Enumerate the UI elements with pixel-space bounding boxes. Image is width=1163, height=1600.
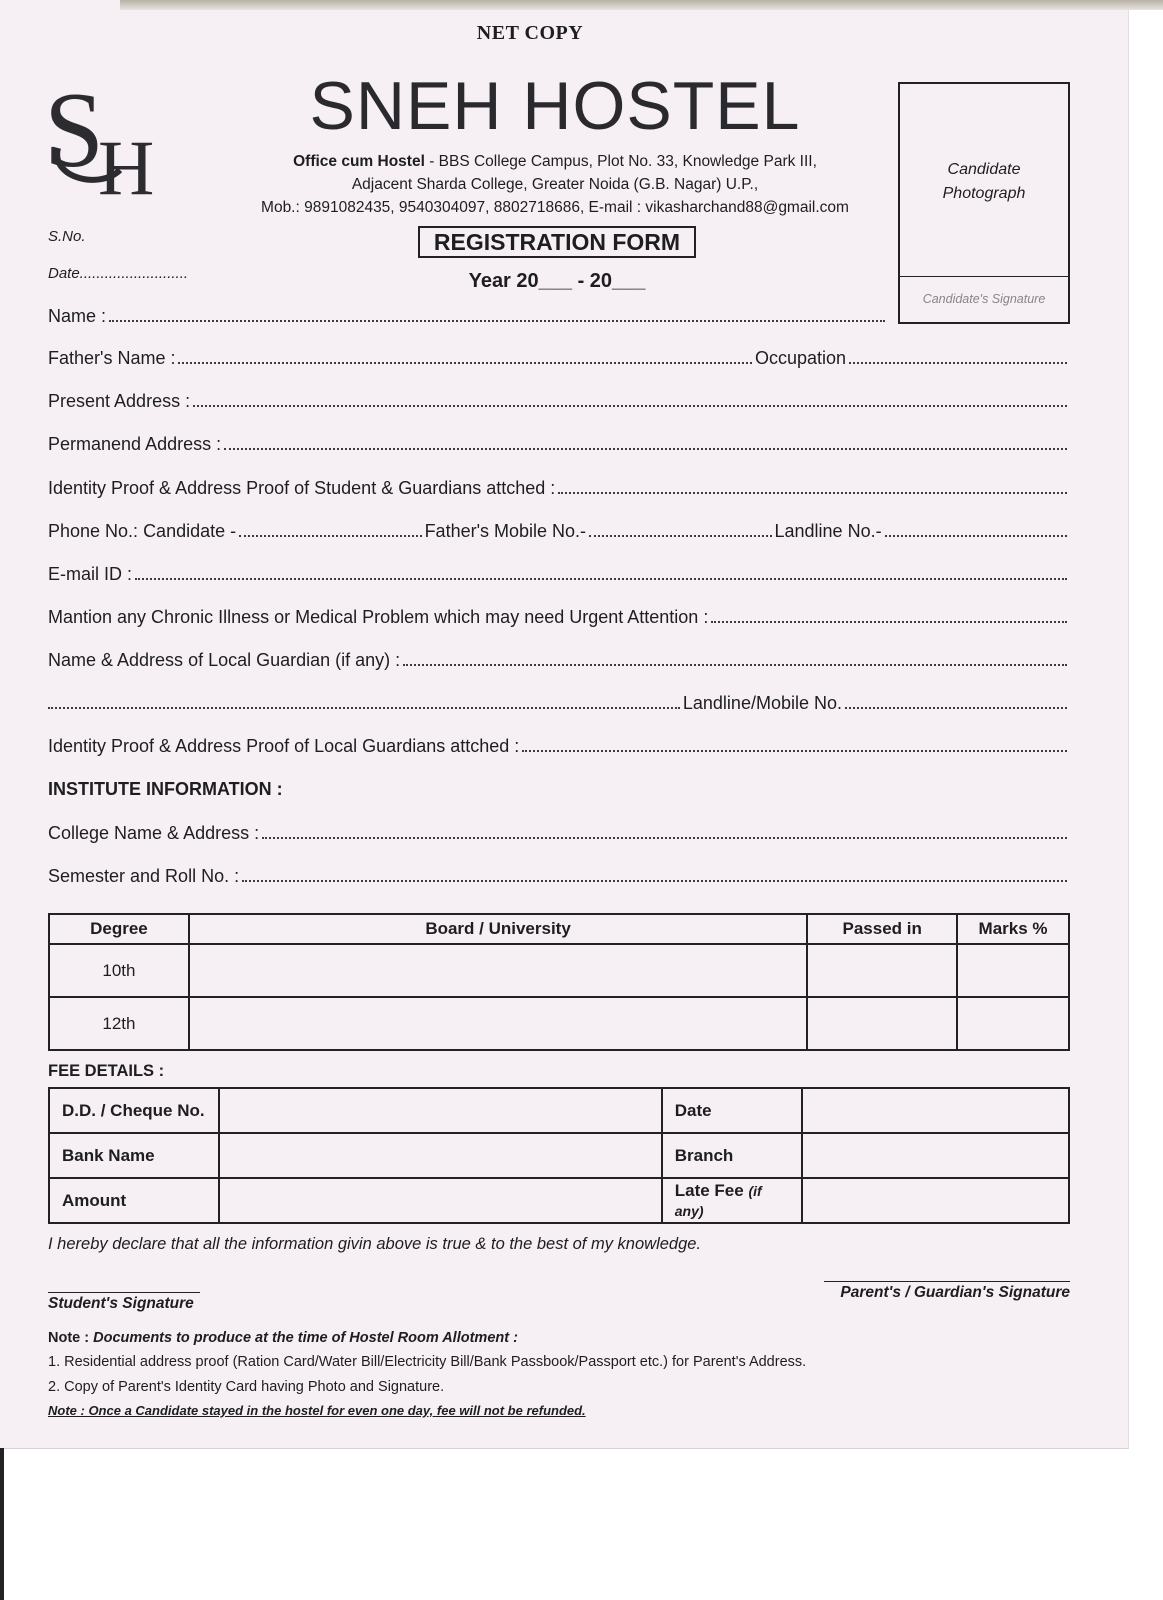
email-label: E-mail ID : [48,564,133,584]
table-row [49,944,1069,997]
father-name-label: Father's Name : [48,348,176,368]
photo-label [900,158,1068,206]
fee-date-label: Date [662,1088,802,1133]
marks-cell[interactable] [957,944,1069,997]
photo-box[interactable] [898,82,1070,324]
fee-table [48,1087,1070,1224]
table-row [49,1088,1069,1133]
candidate-signature-label: Candidate's Signature [922,292,1046,306]
notes-heading [48,1330,518,1346]
present-address-label: Present Address : [48,391,191,411]
passed-in-cell[interactable] [807,997,957,1050]
note-item-2: 2. Copy of Parent's Identity Card having Photo and Signature. [48,1379,445,1395]
hostel-logo [40,78,180,208]
present-address-field[interactable] [48,388,1070,412]
guardian-landline-field[interactable] [48,690,1070,714]
table-row [49,997,1069,1050]
dd-cheque-label: D.D. / Cheque No. [49,1088,219,1133]
local-guardian-label: Name & Address of Local Guardian (if any) : [48,650,401,670]
college-field[interactable] [48,820,1070,844]
amount-label: Amount [49,1178,219,1223]
father-name-line[interactable] [178,362,751,364]
notes-heading-text: Documents to produce at the time of Hostel Room Allotment : [93,1330,518,1346]
permanent-address-label: Permanend Address : [48,434,222,454]
medical-field[interactable] [48,604,1070,628]
guardian-landline-line[interactable] [845,707,1067,709]
svg-text:H: H [98,124,155,208]
institute-heading [48,776,1070,800]
marks-cell[interactable] [957,997,1069,1050]
address-line-2: Adjacent Sharda College, Greater Noida (G.B. Nagar) U.P., [351,176,759,193]
net-copy-label: NET COPY [476,22,584,44]
permanent-address-field[interactable] [48,431,1070,455]
svg-text:S: S [44,78,105,190]
guardian-landline-label: Landline/Mobile No. [682,693,842,713]
medical-line[interactable] [711,621,1067,623]
degree-cell: 12th [49,997,189,1050]
degree-cell: 10th [49,944,189,997]
notes-heading-prefix: Note : [48,1330,94,1346]
sh-monogram-icon [40,78,180,208]
contact-line: Mob.: 9891082435, 9540304097, 8802718686, E-mail : vikasharchand88@gmail.com [261,199,849,216]
college-line[interactable] [262,837,1067,839]
table-row [49,1133,1069,1178]
semester-field[interactable] [48,863,1070,887]
local-guardian-proof-label: Identity Proof & Address Proof of Local Guardians attched : [48,736,520,756]
dd-cheque-cell[interactable] [219,1088,662,1133]
student-signature-line[interactable] [48,1292,200,1293]
guardian-address-line[interactable] [48,707,680,709]
photo-divider [900,276,1068,277]
student-signature-label: Student's Signature [48,1295,194,1312]
local-guardian-field[interactable] [48,647,1070,671]
address-line-1: - BBS College Campus, Plot No. 33, Knowledge Park III, [424,153,817,170]
institute-heading-label: INSTITUTE INFORMATION : [48,779,283,799]
father-mobile-label: Father's Mobile No.- [424,521,587,541]
passed-in-header: Passed in [807,914,957,944]
education-header-row [49,914,1069,944]
hostel-address [200,150,910,219]
board-header: Board / University [189,914,807,944]
identity-proof-label: Identity Proof & Address Proof of Student & Guardians attched : [48,478,556,498]
semester-line[interactable] [242,880,1067,882]
note-item-1: 1. Residential address proof (Ration Card/Water Bill/Electricity Bill/Bank Passbook/Passport etc.) for Parent's Address. [48,1354,807,1370]
email-line[interactable] [135,578,1067,580]
marks-header: Marks % [957,914,1069,944]
occupation-label: Occupation [754,348,846,368]
passed-in-cell[interactable] [807,944,957,997]
father-name-field[interactable] [48,345,1070,369]
education-table [48,913,1070,1051]
local-guardian-proof-field[interactable] [48,733,1070,757]
phone-field[interactable] [48,518,1070,542]
refund-note: Note : Once a Candidate stayed in the hostel for even one day, fee will not be refunded. [48,1403,586,1418]
bank-name-label: Bank Name [49,1133,219,1178]
serial-number-label: S.No. [48,228,86,245]
photo-label-line-2: Photograph [942,185,1026,202]
late-fee-note: (if any) [674,1182,762,1219]
phone-candidate-label: Phone No.: Candidate - [48,521,237,541]
branch-cell[interactable] [802,1133,1069,1178]
local-guardian-proof-line[interactable] [522,750,1067,752]
board-cell[interactable] [189,944,807,997]
name-line[interactable] [109,320,885,322]
form-title: REGISTRATION FORM [418,226,696,258]
late-fee-label [662,1178,802,1223]
name-label: Name : [48,306,107,326]
board-cell[interactable] [189,997,807,1050]
photo-label-line-1: Candidate [947,161,1021,178]
present-address-line[interactable] [193,405,1067,407]
email-field[interactable] [48,561,1070,585]
identity-proof-field[interactable] [48,475,1070,499]
occupation-line[interactable] [849,362,1067,364]
fee-date-cell[interactable] [802,1088,1069,1133]
medical-label: Mantion any Chronic Illness or Medical Problem which may need Urgent Attention : [48,607,709,627]
branch-label: Branch [662,1133,802,1178]
hostel-title: SNEH HOSTEL [309,68,801,144]
permanent-address-line[interactable] [224,448,1067,450]
scan-edge [0,1448,4,1600]
phone-candidate-line[interactable] [239,535,421,537]
local-guardian-line[interactable] [403,664,1067,666]
degree-header: Degree [49,914,189,944]
semester-label: Semester and Roll No. : [48,866,240,886]
table-row [49,1178,1069,1223]
year-field[interactable]: Year 20___ - 20___ [468,270,646,292]
paper-torn-edge [120,0,1163,10]
parent-signature-label: Parent's / Guardian's Signature [840,1284,1070,1301]
identity-proof-line[interactable] [558,492,1067,494]
date-label[interactable]: Date.......................... [48,265,189,282]
office-label: Office cum Hostel [293,153,425,170]
name-field[interactable] [48,303,888,327]
college-label: College Name & Address : [48,823,260,843]
declaration-text: I hereby declare that all the information givin above is true & to the best of my knowledge. [48,1235,702,1253]
amount-cell[interactable] [219,1178,662,1223]
fee-heading: FEE DETAILS : [48,1062,165,1080]
late-fee-text: Late Fee [674,1180,744,1200]
father-mobile-line[interactable] [589,535,771,537]
late-fee-cell[interactable] [802,1178,1069,1223]
landline-line[interactable] [885,535,1067,537]
landline-label: Landline No.- [774,521,882,541]
bank-name-cell[interactable] [219,1133,662,1178]
parent-signature-line[interactable] [824,1281,1070,1282]
